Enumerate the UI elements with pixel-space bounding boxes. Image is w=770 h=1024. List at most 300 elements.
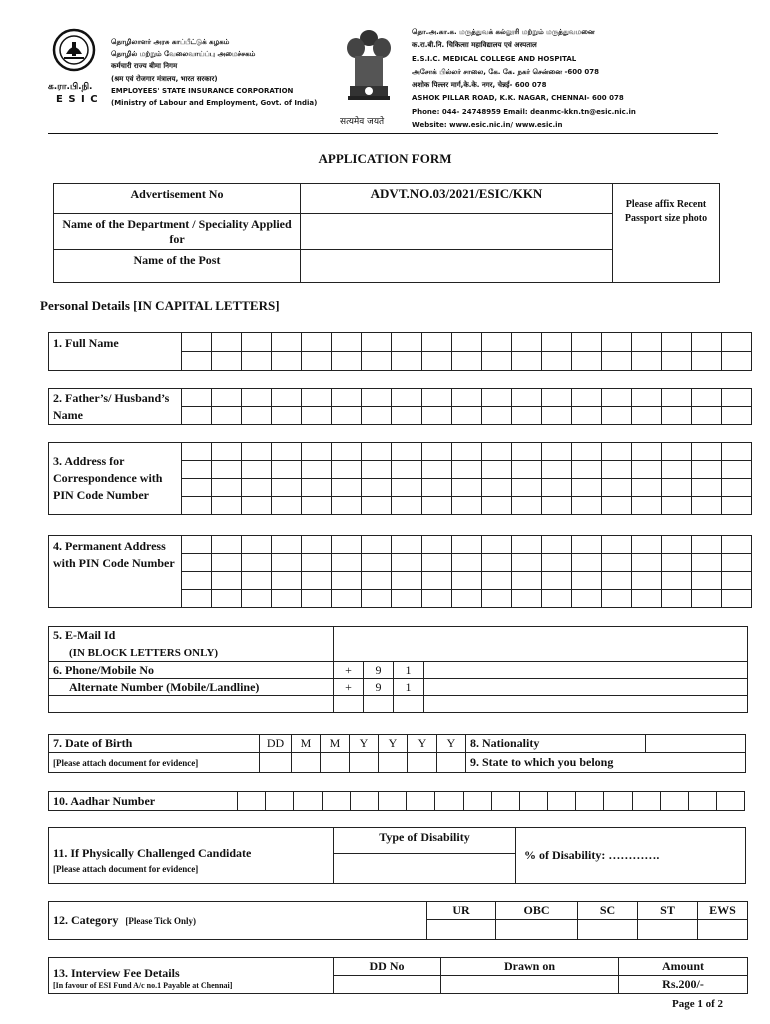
dob-input[interactable]	[379, 753, 408, 773]
full-name-box[interactable]	[212, 333, 242, 352]
address-box[interactable]	[332, 497, 362, 515]
permanent-box[interactable]	[362, 590, 392, 608]
permanent-box[interactable]	[212, 590, 242, 608]
permanent-box[interactable]	[512, 536, 542, 554]
address-box[interactable]	[632, 443, 662, 461]
father-name-box[interactable]	[512, 407, 542, 425]
father-name-box[interactable]	[182, 407, 212, 425]
full-name-box[interactable]	[272, 352, 302, 371]
permanent-address-label: 4. Permanent Address with PIN Code Number	[49, 536, 182, 608]
permanent-box[interactable]	[512, 554, 542, 572]
address-box[interactable]	[482, 443, 512, 461]
full-name-box[interactable]	[212, 352, 242, 371]
permanent-box[interactable]	[332, 572, 362, 590]
father-name-box[interactable]	[332, 389, 362, 407]
dob-box-m: M	[321, 735, 350, 753]
dob-input[interactable]	[350, 753, 379, 773]
permanent-box[interactable]	[362, 554, 392, 572]
permanent-box[interactable]	[332, 536, 362, 554]
full-name-box[interactable]	[242, 333, 272, 352]
full-name-box[interactable]	[512, 333, 542, 352]
aadhar-box[interactable]	[266, 792, 294, 811]
full-name-box[interactable]	[362, 333, 392, 352]
address-box[interactable]	[242, 461, 272, 479]
permanent-box[interactable]	[302, 572, 332, 590]
full-name-box[interactable]	[332, 352, 362, 371]
father-name-box[interactable]	[482, 389, 512, 407]
permanent-box[interactable]	[422, 554, 452, 572]
dob-input[interactable]	[260, 753, 292, 773]
permanent-box[interactable]	[512, 572, 542, 590]
permanent-box[interactable]	[182, 590, 212, 608]
address-box[interactable]	[662, 443, 692, 461]
address-box[interactable]	[422, 461, 452, 479]
full-name-box[interactable]	[422, 333, 452, 352]
header-right-line: E.S.I.C. MEDICAL COLLEGE AND HOSPITAL	[412, 54, 577, 63]
permanent-box[interactable]	[422, 590, 452, 608]
dob-input[interactable]	[408, 753, 437, 773]
father-name-box[interactable]	[392, 389, 422, 407]
address-box[interactable]	[452, 443, 482, 461]
dob-input[interactable]	[292, 753, 321, 773]
permanent-box[interactable]	[632, 590, 662, 608]
address-box[interactable]	[272, 497, 302, 515]
permanent-box[interactable]	[632, 554, 662, 572]
permanent-box[interactable]	[632, 572, 662, 590]
permanent-box[interactable]	[272, 536, 302, 554]
father-name-box[interactable]	[572, 407, 602, 425]
permanent-box[interactable]	[722, 554, 752, 572]
address-box[interactable]	[512, 479, 542, 497]
father-name-box[interactable]	[422, 389, 452, 407]
father-name-box[interactable]	[662, 407, 692, 425]
header-right-line: अशोक पिल्लर मार्ग,के.के. नगर, चेन्नई- 600 078	[412, 81, 547, 90]
blank-cell[interactable]	[364, 696, 394, 713]
aadhar-box[interactable]	[378, 792, 406, 811]
permanent-box[interactable]	[392, 554, 422, 572]
permanent-box[interactable]	[302, 536, 332, 554]
address-box[interactable]	[452, 461, 482, 479]
permanent-box[interactable]	[452, 554, 482, 572]
permanent-box[interactable]	[242, 590, 272, 608]
category-tick-st[interactable]	[638, 920, 698, 940]
permanent-box[interactable]	[302, 554, 332, 572]
full-name-box[interactable]	[482, 333, 512, 352]
phone-input[interactable]	[424, 662, 748, 679]
father-name-box[interactable]	[602, 389, 632, 407]
address-box[interactable]	[692, 497, 722, 515]
permanent-box[interactable]	[482, 554, 512, 572]
address-box[interactable]	[362, 461, 392, 479]
address-box[interactable]	[482, 497, 512, 515]
full-name-box[interactable]	[572, 333, 602, 352]
address-box[interactable]	[482, 461, 512, 479]
full-name-box[interactable]	[302, 352, 332, 371]
permanent-box[interactable]	[602, 536, 632, 554]
address-box[interactable]	[422, 497, 452, 515]
permanent-box[interactable]	[332, 554, 362, 572]
drawn-on-label: Drawn on	[441, 958, 619, 976]
address-box[interactable]	[692, 479, 722, 497]
permanent-box[interactable]	[452, 536, 482, 554]
address-box[interactable]	[182, 443, 212, 461]
permanent-box[interactable]	[362, 572, 392, 590]
permanent-box[interactable]	[302, 590, 332, 608]
blank-cell[interactable]	[394, 696, 424, 713]
header-right-line: தொ.அ.கா.க. மருத்துவக் கல்லூரி மற்றும் மருத்துவமனை	[412, 28, 595, 36]
permanent-box[interactable]	[272, 572, 302, 590]
permanent-box[interactable]	[542, 572, 572, 590]
full-name-box[interactable]	[272, 333, 302, 352]
address-box[interactable]	[722, 497, 752, 515]
full-name-box[interactable]	[392, 352, 422, 371]
address-box[interactable]	[182, 461, 212, 479]
full-name-box[interactable]	[602, 352, 632, 371]
aadhar-box[interactable]	[463, 792, 491, 811]
dob-input[interactable]	[321, 753, 350, 773]
address-box[interactable]	[452, 497, 482, 515]
address-box[interactable]	[392, 497, 422, 515]
permanent-box[interactable]	[662, 536, 692, 554]
full-name-box[interactable]	[452, 333, 482, 352]
full-name-box[interactable]	[392, 333, 422, 352]
address-box[interactable]	[662, 479, 692, 497]
permanent-box[interactable]	[722, 536, 752, 554]
father-name-box[interactable]	[632, 389, 662, 407]
father-name-box[interactable]	[362, 407, 392, 425]
ph-label: 11. If Physically Challenged Candidate	[53, 845, 252, 860]
address-box[interactable]	[212, 479, 242, 497]
blank-cell[interactable]	[334, 696, 364, 713]
address-box[interactable]	[452, 479, 482, 497]
father-name-box[interactable]	[242, 389, 272, 407]
father-name-box[interactable]	[272, 389, 302, 407]
aadhar-box[interactable]	[491, 792, 519, 811]
category-ur: UR	[427, 902, 496, 920]
disability-percent[interactable]: % of Disability: ………….	[516, 828, 746, 884]
address-box[interactable]	[692, 461, 722, 479]
address-box[interactable]	[482, 479, 512, 497]
father-name-box[interactable]	[182, 389, 212, 407]
address-box[interactable]	[572, 497, 602, 515]
aadhar-box[interactable]	[660, 792, 688, 811]
full-name-box[interactable]	[722, 352, 752, 371]
header-left-line: (श्रम एवं रोजगार मंत्रालय, भारत सरकार)	[111, 74, 218, 83]
aadhar-box[interactable]	[689, 792, 717, 811]
fee-table	[48, 957, 748, 994]
father-name-label: 2. Father’s/ Husband’s Name	[49, 389, 182, 425]
full-name-box[interactable]	[602, 333, 632, 352]
phone-digit-9: 9	[364, 662, 394, 679]
father-name-box[interactable]	[722, 389, 752, 407]
nationality-input[interactable]	[646, 735, 746, 753]
full-name-box[interactable]	[722, 333, 752, 352]
address-box[interactable]	[272, 443, 302, 461]
address-box[interactable]	[722, 443, 752, 461]
category-tick-obc[interactable]	[496, 920, 578, 940]
permanent-box[interactable]	[602, 590, 632, 608]
address-box[interactable]	[332, 461, 362, 479]
full-name-box[interactable]	[662, 352, 692, 371]
address-box[interactable]	[542, 443, 572, 461]
permanent-box[interactable]	[182, 572, 212, 590]
permanent-box[interactable]	[452, 572, 482, 590]
full-name-box[interactable]	[512, 352, 542, 371]
header-right-line: Phone: 044- 24748959 Email: deanmc-kkn.tn@esic.nic.in	[412, 107, 636, 116]
father-name-box[interactable]	[512, 389, 542, 407]
permanent-box[interactable]	[572, 572, 602, 590]
aadhar-box[interactable]	[717, 792, 745, 811]
permanent-box[interactable]	[722, 590, 752, 608]
permanent-box[interactable]	[212, 536, 242, 554]
father-name-box[interactable]	[632, 407, 662, 425]
permanent-box[interactable]	[572, 590, 602, 608]
category-tick-ews[interactable]	[698, 920, 748, 940]
father-name-box[interactable]	[572, 389, 602, 407]
permanent-box[interactable]	[242, 536, 272, 554]
aadhar-box[interactable]	[548, 792, 576, 811]
address-box[interactable]	[242, 479, 272, 497]
father-name-box[interactable]	[422, 407, 452, 425]
permanent-box[interactable]	[662, 590, 692, 608]
full-name-box[interactable]	[542, 333, 572, 352]
address-box[interactable]	[362, 497, 392, 515]
address-box[interactable]	[392, 443, 422, 461]
address-box[interactable]	[722, 461, 752, 479]
permanent-box[interactable]	[212, 572, 242, 590]
aadhar-box[interactable]	[435, 792, 463, 811]
permanent-box[interactable]	[242, 572, 272, 590]
aadhar-box[interactable]	[632, 792, 660, 811]
full-name-box[interactable]	[662, 333, 692, 352]
aadhar-box[interactable]	[604, 792, 632, 811]
permanent-box[interactable]	[212, 554, 242, 572]
disability-type-label: Type of Disability	[334, 828, 516, 854]
full-name-box[interactable]	[632, 333, 662, 352]
address-box[interactable]	[212, 443, 242, 461]
address-box[interactable]	[692, 443, 722, 461]
father-name-box[interactable]	[692, 407, 722, 425]
permanent-box[interactable]	[422, 536, 452, 554]
address-box[interactable]	[602, 443, 632, 461]
father-name-box[interactable]	[692, 389, 722, 407]
header-left-line: தொழிலாளர் அரசு காப்பீட்டுக் கழகம்	[111, 38, 230, 46]
permanent-box[interactable]	[392, 572, 422, 590]
permanent-box[interactable]	[362, 536, 392, 554]
aadhar-box[interactable]	[294, 792, 322, 811]
permanent-box[interactable]	[242, 554, 272, 572]
permanent-box[interactable]	[572, 536, 602, 554]
alt-phone-label: Alternate Number (Mobile/Landline)	[49, 679, 334, 696]
address-box[interactable]	[242, 443, 272, 461]
address-box[interactable]	[542, 479, 572, 497]
permanent-box[interactable]	[332, 590, 362, 608]
dd-no-input[interactable]	[334, 976, 441, 994]
permanent-box[interactable]	[542, 590, 572, 608]
full-name-box[interactable]	[692, 333, 722, 352]
address-box[interactable]	[572, 479, 602, 497]
address-box[interactable]	[512, 497, 542, 515]
address-box[interactable]	[272, 461, 302, 479]
full-name-box[interactable]	[302, 333, 332, 352]
father-name-box[interactable]	[362, 389, 392, 407]
address-box[interactable]	[542, 461, 572, 479]
full-name-box[interactable]	[482, 352, 512, 371]
father-name-box[interactable]	[242, 407, 272, 425]
aadhar-box[interactable]	[407, 792, 435, 811]
full-name-box[interactable]	[332, 333, 362, 352]
address-box[interactable]	[422, 443, 452, 461]
alt-phone-input[interactable]	[424, 679, 748, 696]
category-tick-ur[interactable]	[427, 920, 496, 940]
aadhar-box[interactable]	[238, 792, 266, 811]
department-input[interactable]	[301, 214, 613, 250]
address-box[interactable]	[302, 461, 332, 479]
address-box[interactable]	[212, 461, 242, 479]
aadhar-box[interactable]	[519, 792, 547, 811]
father-name-box[interactable]	[722, 407, 752, 425]
blank-cell[interactable]	[424, 696, 748, 713]
address-box[interactable]	[632, 497, 662, 515]
address-box[interactable]	[602, 497, 632, 515]
father-name-box[interactable]	[452, 389, 482, 407]
permanent-box[interactable]	[722, 572, 752, 590]
address-box[interactable]	[332, 479, 362, 497]
address-box[interactable]	[632, 461, 662, 479]
permanent-box[interactable]	[392, 590, 422, 608]
header-divider	[48, 133, 718, 134]
father-name-box[interactable]	[602, 407, 632, 425]
father-name-box[interactable]	[482, 407, 512, 425]
header-left-line: தொழில் மற்றும் வேலைவாய்ப்பு அமைச்சகம்	[111, 50, 256, 59]
header-left-block	[111, 36, 341, 109]
full-name-box[interactable]	[572, 352, 602, 371]
aadhar-box[interactable]	[576, 792, 604, 811]
photo-box[interactable]: Please affix Recent Passport size photo	[613, 184, 720, 283]
address-box[interactable]	[392, 461, 422, 479]
father-name-box[interactable]	[212, 407, 242, 425]
aadhar-box[interactable]	[322, 792, 350, 811]
permanent-box[interactable]	[692, 536, 722, 554]
address-box[interactable]	[182, 497, 212, 515]
fee-label: 13. Interview Fee Details	[53, 965, 180, 980]
email-input[interactable]	[334, 627, 748, 662]
father-name-box[interactable]	[302, 407, 332, 425]
permanent-box[interactable]	[272, 554, 302, 572]
father-name-box[interactable]	[392, 407, 422, 425]
permanent-box[interactable]	[272, 590, 302, 608]
address-box[interactable]	[572, 443, 602, 461]
full-name-box[interactable]	[452, 352, 482, 371]
father-name-box[interactable]	[332, 407, 362, 425]
permanent-box[interactable]	[602, 572, 632, 590]
permanent-box[interactable]	[542, 554, 572, 572]
full-name-box[interactable]	[542, 352, 572, 371]
disability-type-input[interactable]	[334, 854, 516, 884]
address-box[interactable]	[572, 461, 602, 479]
category-tick-sc[interactable]	[578, 920, 638, 940]
permanent-box[interactable]	[692, 572, 722, 590]
aadhar-box[interactable]	[350, 792, 378, 811]
permanent-box[interactable]	[572, 554, 602, 572]
father-name-box[interactable]	[542, 389, 572, 407]
aadhar-table	[48, 791, 745, 811]
address-box[interactable]	[362, 443, 392, 461]
permanent-box[interactable]	[542, 536, 572, 554]
header-left-line: कर्मचारी राज्य बीमा निगम	[111, 62, 178, 71]
father-name-box[interactable]	[452, 407, 482, 425]
address-box[interactable]	[602, 479, 632, 497]
post-label: Name of the Post	[54, 250, 301, 283]
permanent-box[interactable]	[512, 590, 542, 608]
full-name-box[interactable]	[632, 352, 662, 371]
address-box[interactable]	[602, 461, 632, 479]
address-box[interactable]	[662, 497, 692, 515]
header-right-line: அசோக் பில்லர் சாலை, கே. கே. நகர் சென்னை -600 078	[412, 67, 600, 76]
permanent-box[interactable]	[392, 536, 422, 554]
post-input[interactable]	[301, 250, 613, 283]
address-box[interactable]	[512, 461, 542, 479]
address-box[interactable]	[272, 479, 302, 497]
permanent-box[interactable]	[482, 536, 512, 554]
permanent-box[interactable]	[482, 590, 512, 608]
address-box[interactable]	[302, 479, 332, 497]
full-name-box[interactable]	[362, 352, 392, 371]
address-box[interactable]	[332, 443, 362, 461]
address-box[interactable]	[722, 479, 752, 497]
address-box[interactable]	[512, 443, 542, 461]
permanent-box[interactable]	[452, 590, 482, 608]
full-name-box[interactable]	[182, 333, 212, 352]
father-name-box[interactable]	[302, 389, 332, 407]
full-name-box[interactable]	[182, 352, 212, 371]
permanent-box[interactable]	[602, 554, 632, 572]
address-box[interactable]	[302, 497, 332, 515]
permanent-box[interactable]	[662, 554, 692, 572]
dob-box-dd: DD	[260, 735, 292, 753]
address-box[interactable]	[182, 479, 212, 497]
address-box[interactable]	[302, 443, 332, 461]
address-box[interactable]	[542, 497, 572, 515]
address-box[interactable]	[392, 479, 422, 497]
dd-no-label: DD No	[334, 958, 441, 976]
permanent-box[interactable]	[692, 554, 722, 572]
permanent-box[interactable]	[692, 590, 722, 608]
father-name-box[interactable]	[272, 407, 302, 425]
permanent-box[interactable]	[182, 554, 212, 572]
full-name-box[interactable]	[242, 352, 272, 371]
father-name-box[interactable]	[662, 389, 692, 407]
full-name-box[interactable]	[422, 352, 452, 371]
full-name-box[interactable]	[692, 352, 722, 371]
address-box[interactable]	[662, 461, 692, 479]
address-box[interactable]	[212, 497, 242, 515]
father-name-box[interactable]	[212, 389, 242, 407]
dob-input[interactable]	[437, 753, 466, 773]
permanent-box[interactable]	[632, 536, 662, 554]
permanent-box[interactable]	[482, 572, 512, 590]
permanent-box[interactable]	[422, 572, 452, 590]
address-box[interactable]	[362, 479, 392, 497]
address-box[interactable]	[422, 479, 452, 497]
father-name-box[interactable]	[542, 407, 572, 425]
aadhar-label: 10. Aadhar Number	[49, 792, 238, 811]
permanent-box[interactable]	[662, 572, 692, 590]
permanent-box[interactable]	[182, 536, 212, 554]
drawn-on-input[interactable]	[441, 976, 619, 994]
address-box[interactable]	[242, 497, 272, 515]
address-box[interactable]	[632, 479, 662, 497]
